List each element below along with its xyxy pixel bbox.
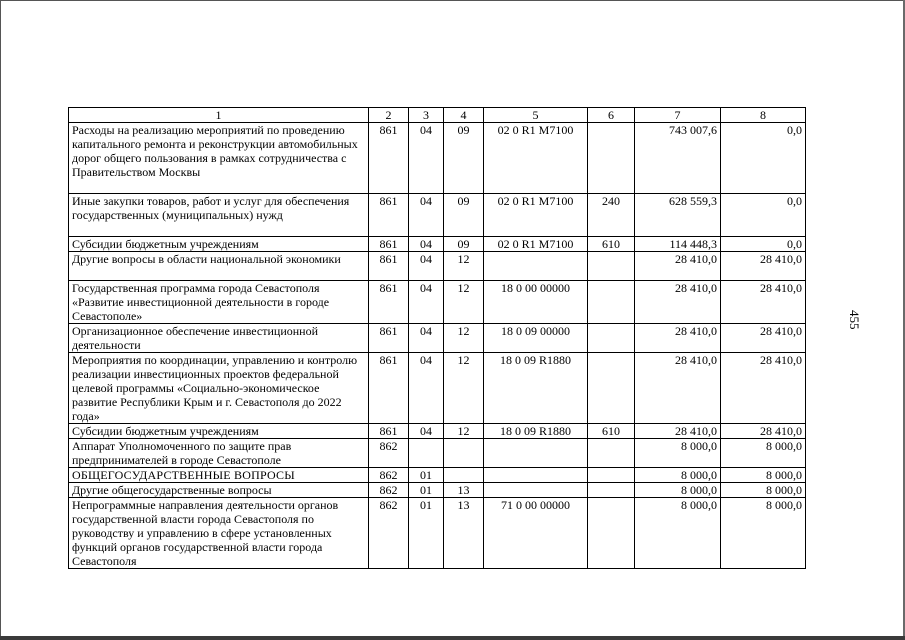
- cell-expense-type: [588, 252, 635, 281]
- cell-target-article: [484, 252, 588, 281]
- cell-subsection: 12: [444, 281, 484, 324]
- cell-expense-type: [588, 324, 635, 353]
- cell-sum-2019: 28 410,0: [635, 324, 721, 353]
- cell-name: Другие общегосударственные вопросы: [69, 483, 369, 498]
- cell-target-article: 02 0 R1 M7100: [484, 123, 588, 194]
- table-row: [69, 252, 806, 281]
- cell-target-article: 02 0 R1 M7100: [484, 194, 588, 237]
- cell-subsection: 12: [444, 353, 484, 424]
- cell-grbs: 861: [369, 252, 409, 281]
- cell-section: [409, 439, 444, 468]
- cell-section: 04: [409, 353, 444, 424]
- cell-expense-type: [588, 483, 635, 498]
- cell-target-article: [484, 483, 588, 498]
- header-cell: 8: [721, 108, 806, 123]
- table-row: [69, 237, 806, 252]
- cell-grbs: 862: [369, 498, 409, 569]
- cell-grbs: 862: [369, 468, 409, 483]
- header-cell: 3: [409, 108, 444, 123]
- cell-sum-2020: 8 000,0: [721, 498, 806, 569]
- cell-section: 04: [409, 123, 444, 194]
- cell-subsection: 12: [444, 324, 484, 353]
- cell-target-article: 18 0 00 00000: [484, 281, 588, 324]
- cell-sum-2019: 114 448,3: [635, 237, 721, 252]
- cell-expense-type: 610: [588, 424, 635, 439]
- table-row: [69, 324, 806, 353]
- cell-sum-2020: 28 410,0: [721, 252, 806, 281]
- cell-subsection: 09: [444, 237, 484, 252]
- table-row: [69, 439, 806, 468]
- cell-sum-2020: 0,0: [721, 237, 806, 252]
- cell-sum-2019: 743 007,6: [635, 123, 721, 194]
- cell-grbs: 861: [369, 281, 409, 324]
- cell-subsection: [444, 468, 484, 483]
- cell-name: Иные закупки товаров, работ и услуг для обеспечения государственных (муниципальных) нужд: [69, 194, 369, 237]
- cell-sum-2019: 28 410,0: [635, 252, 721, 281]
- cell-name: Аппарат Уполномоченного по защите прав предпринимателей в городе Севастополе: [69, 439, 369, 468]
- cell-grbs: 861: [369, 424, 409, 439]
- cell-target-article: [484, 439, 588, 468]
- cell-sum-2020: 28 410,0: [721, 324, 806, 353]
- cell-grbs: 862: [369, 483, 409, 498]
- cell-target-article: 18 0 09 R1880: [484, 424, 588, 439]
- cell-target-article: 18 0 09 R1880: [484, 353, 588, 424]
- cell-section: 04: [409, 194, 444, 237]
- cell-subsection: 12: [444, 252, 484, 281]
- cell-section: 01: [409, 483, 444, 498]
- cell-section: 01: [409, 498, 444, 569]
- header-cell: 4: [444, 108, 484, 123]
- cell-name: Расходы на реализацию мероприятий по проведению капитального ремонта и реконструкции автомобильных дорог общего пользования в рамках сотрудничества с Правительством Москвы: [69, 123, 369, 194]
- cell-name: Другие вопросы в области национальной экономики: [69, 252, 369, 281]
- page-number: 455: [847, 310, 862, 330]
- table-row: [69, 281, 806, 324]
- cell-target-article: 02 0 R1 M7100: [484, 237, 588, 252]
- cell-subsection: 13: [444, 498, 484, 569]
- cell-section: 04: [409, 424, 444, 439]
- budget-table: [68, 107, 806, 569]
- table-row: [69, 468, 806, 483]
- cell-grbs: 862: [369, 439, 409, 468]
- cell-sum-2019: 8 000,0: [635, 468, 721, 483]
- cell-section: 01: [409, 468, 444, 483]
- cell-expense-type: [588, 281, 635, 324]
- cell-expense-type: 240: [588, 194, 635, 237]
- cell-sum-2019: 8 000,0: [635, 483, 721, 498]
- header-cell: 2: [369, 108, 409, 123]
- cell-name: Субсидии бюджетным учреждениям: [69, 424, 369, 439]
- cell-grbs: 861: [369, 194, 409, 237]
- cell-sum-2019: 28 410,0: [635, 353, 721, 424]
- cell-expense-type: [588, 439, 635, 468]
- cell-sum-2020: 8 000,0: [721, 439, 806, 468]
- cell-sum-2020: 28 410,0: [721, 424, 806, 439]
- cell-target-article: 18 0 09 00000: [484, 324, 588, 353]
- cell-expense-type: [588, 468, 635, 483]
- cell-sum-2020: 0,0: [721, 194, 806, 237]
- cell-subsection: 09: [444, 123, 484, 194]
- cell-section: 04: [409, 281, 444, 324]
- table-row: [69, 498, 806, 569]
- header-cell: 1: [69, 108, 369, 123]
- cell-grbs: 861: [369, 324, 409, 353]
- cell-name: Организационное обеспечение инвестиционной деятельности: [69, 324, 369, 353]
- cell-subsection: [444, 439, 484, 468]
- cell-grbs: 861: [369, 123, 409, 194]
- cell-sum-2020: 28 410,0: [721, 281, 806, 324]
- header-cell: 7: [635, 108, 721, 123]
- table-row: [69, 483, 806, 498]
- cell-grbs: 861: [369, 237, 409, 252]
- cell-expense-type: [588, 123, 635, 194]
- cell-sum-2019: 28 410,0: [635, 424, 721, 439]
- cell-sum-2019: 28 410,0: [635, 281, 721, 324]
- table-row: [69, 194, 806, 237]
- header-cell: 6: [588, 108, 635, 123]
- cell-sum-2019: 8 000,0: [635, 498, 721, 569]
- cell-name: Мероприятия по координации, управлению и контролю реализации инвестиционных проектов федеральной целевой программы «Социально-экономическое развитие Республики Крым и г. Севастополя до 2022 года»: [69, 353, 369, 424]
- cell-sum-2020: 0,0: [721, 123, 806, 194]
- cell-section: 04: [409, 324, 444, 353]
- cell-name: Субсидии бюджетным учреждениям: [69, 237, 369, 252]
- cell-section: 04: [409, 252, 444, 281]
- cell-section: 04: [409, 237, 444, 252]
- cell-name: ОБЩЕГОСУДАРСТВЕННЫЕ ВОПРОСЫ: [69, 468, 369, 483]
- cell-expense-type: 610: [588, 237, 635, 252]
- cell-expense-type: [588, 353, 635, 424]
- header-cell: 5: [484, 108, 588, 123]
- cell-grbs: 861: [369, 353, 409, 424]
- cell-sum-2019: 628 559,3: [635, 194, 721, 237]
- cell-subsection: 13: [444, 483, 484, 498]
- cell-expense-type: [588, 498, 635, 569]
- table-row: [69, 123, 806, 194]
- cell-name: Государственная программа города Севастополя «Развитие инвестиционной деятельности в городе Севастополе»: [69, 281, 369, 324]
- cell-sum-2020: 8 000,0: [721, 468, 806, 483]
- cell-sum-2020: 8 000,0: [721, 483, 806, 498]
- table-header-row: [69, 108, 806, 123]
- cell-subsection: 09: [444, 194, 484, 237]
- cell-subsection: 12: [444, 424, 484, 439]
- cell-target-article: [484, 468, 588, 483]
- table-row: [69, 424, 806, 439]
- cell-name: Непрограммные направления деятельности органов государственной власти города Севастополя по руководству и управлению в сфере установленных функций органов государственной власти города Севастополя: [69, 498, 369, 569]
- scan-edge-bottom: [0, 636, 905, 640]
- cell-sum-2020: 28 410,0: [721, 353, 806, 424]
- cell-sum-2019: 8 000,0: [635, 439, 721, 468]
- table-row: [69, 353, 806, 424]
- cell-target-article: 71 0 00 00000: [484, 498, 588, 569]
